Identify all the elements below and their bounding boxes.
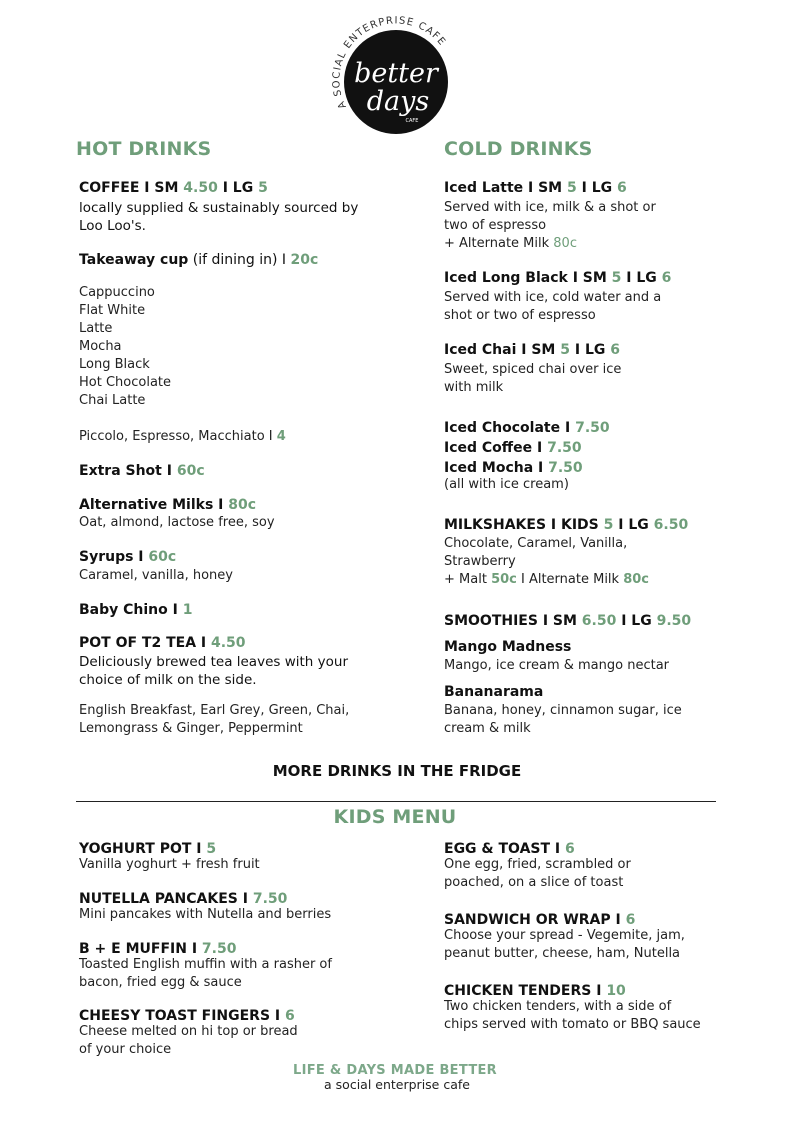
cheesy-toast-desc-2: of your choice bbox=[79, 1042, 172, 1057]
mango-madness-title: Mango Madness bbox=[444, 639, 572, 655]
egg-toast-desc-2: poached, on a slice of toast bbox=[444, 875, 624, 890]
iced-long-black-desc-1: Served with ice, cold water and a bbox=[444, 290, 662, 305]
ice-cream-note: (all with ice cream) bbox=[444, 477, 569, 492]
egg-toast-desc-1: One egg, fried, scrambled or bbox=[444, 857, 631, 872]
syrups-desc: Caramel, vanilla, honey bbox=[79, 568, 233, 583]
tea-desc-1: Deliciously brewed tea leaves with your bbox=[79, 654, 348, 670]
iced-chai-title: Iced Chai I SM 5 I LG 6 bbox=[444, 342, 620, 358]
list-item: Chai Latte bbox=[79, 393, 146, 408]
iced-chocolate: Iced Chocolate I 7.50 bbox=[444, 420, 610, 436]
logo-word-better: better bbox=[354, 58, 438, 89]
yoghurt-pot-desc: Vanilla yoghurt + fresh fruit bbox=[79, 857, 260, 872]
fridge-note: MORE DRINKS IN THE FRIDGE bbox=[272, 762, 522, 780]
bananarama-title: Bananarama bbox=[444, 684, 544, 700]
logo-graphic bbox=[326, 10, 466, 140]
tea-desc-2: choice of milk on the side. bbox=[79, 672, 257, 688]
list-item: Latte bbox=[79, 321, 113, 336]
baby-chino: Baby Chino I 1 bbox=[79, 602, 193, 618]
milkshakes-title: MILKSHAKES I KIDS 5 I LG 6.50 bbox=[444, 517, 689, 533]
list-item: Mocha bbox=[79, 339, 122, 354]
chicken-tenders-desc-2: chips served with tomato or BBQ sauce bbox=[444, 1017, 701, 1032]
list-item: Hot Chocolate bbox=[79, 375, 172, 390]
logo-word-days: days bbox=[366, 86, 430, 117]
iced-latte-desc-1: Served with ice, milk & a shot or bbox=[444, 200, 656, 215]
iced-chai-desc-1: Sweet, spiced chai over ice bbox=[444, 362, 622, 377]
list-item: Flat White bbox=[79, 303, 146, 318]
alternative-milks-desc: Oat, almond, lactose free, soy bbox=[79, 515, 275, 530]
tea-flavours-1: English Breakfast, Earl Grey, Green, Chai, bbox=[79, 703, 350, 718]
mango-madness-desc: Mango, ice cream & mango nectar bbox=[444, 658, 670, 673]
sandwich-wrap-title: SANDWICH OR WRAP I 6 bbox=[444, 912, 636, 928]
egg-toast-title: EGG & TOAST I 6 bbox=[444, 841, 575, 857]
cheesy-toast-desc-1: Cheese melted on hi top or bread bbox=[79, 1024, 298, 1039]
iced-long-black-desc-2: shot or two of espresso bbox=[444, 308, 596, 323]
iced-chai-desc-2: with milk bbox=[444, 380, 504, 395]
extra-shot: Extra Shot I 60c bbox=[79, 463, 205, 479]
tea-flavours-2: Lemongrass & Ginger, Peppermint bbox=[79, 721, 303, 736]
cold-drinks-title: COLD DRINKS bbox=[444, 138, 593, 160]
iced-long-black-title: Iced Long Black I SM 5 I LG 6 bbox=[444, 270, 672, 286]
iced-coffee: Iced Coffee I 7.50 bbox=[444, 440, 582, 456]
milkshakes-desc-2: Strawberry bbox=[444, 554, 516, 569]
coffee-desc-1: locally supplied & sustainably sourced by bbox=[79, 200, 359, 216]
iced-latte-desc-3: + Alternate Milk 80c bbox=[444, 236, 577, 251]
logo bbox=[326, 10, 466, 140]
iced-latte-desc-2: two of espresso bbox=[444, 218, 547, 233]
tea-title: POT OF T2 TEA I 4.50 bbox=[79, 635, 246, 651]
syrups-title: Syrups I 60c bbox=[79, 549, 177, 565]
logo-ring-text: A SOCIAL ENTERPRISE CAFE bbox=[331, 15, 448, 111]
milkshakes-desc-3: + Malt 50c I Alternate Milk 80c bbox=[444, 572, 650, 587]
chicken-tenders-title: CHICKEN TENDERS I 10 bbox=[444, 983, 626, 999]
be-muffin-desc-2: bacon, fried egg & sauce bbox=[79, 975, 242, 990]
divider bbox=[76, 801, 716, 802]
be-muffin-desc-1: Toasted English muffin with a rasher of bbox=[79, 957, 332, 972]
coffee-desc-2: Loo Loo's. bbox=[79, 218, 146, 234]
sandwich-wrap-desc-2: peanut butter, cheese, ham, Nutella bbox=[444, 946, 681, 961]
footer-tagline: LIFE & DAYS MADE BETTER bbox=[293, 1063, 497, 1078]
smoothies-title: SMOOTHIES I SM 6.50 I LG 9.50 bbox=[444, 613, 692, 629]
alternative-milks-title: Alternative Milks I 80c bbox=[79, 497, 257, 513]
milkshakes-desc-1: Chocolate, Caramel, Vanilla, bbox=[444, 536, 628, 551]
cheesy-toast-title: CHEESY TOAST FINGERS I 6 bbox=[79, 1008, 295, 1024]
coffee-list bbox=[79, 284, 171, 410]
iced-mocha: Iced Mocha I 7.50 bbox=[444, 460, 583, 476]
iced-latte-title: Iced Latte I SM 5 I LG 6 bbox=[444, 180, 627, 196]
yoghurt-pot-title: YOGHURT POT I 5 bbox=[79, 841, 217, 857]
chicken-tenders-desc-1: Two chicken tenders, with a side of bbox=[444, 999, 672, 1014]
hot-drinks-title: HOT DRINKS bbox=[76, 138, 212, 160]
bananarama-desc-2: cream & milk bbox=[444, 721, 531, 736]
kids-menu-title: KIDS MENU bbox=[333, 806, 457, 828]
piccolo-item: Piccolo, Espresso, Macchiato I 4 bbox=[79, 429, 286, 444]
nutella-pancakes-title: NUTELLA PANCAKES I 7.50 bbox=[79, 891, 288, 907]
list-item: Cappuccino bbox=[79, 285, 155, 300]
be-muffin-title: B + E MUFFIN I 7.50 bbox=[79, 941, 237, 957]
takeaway-cup: Takeaway cup (if dining in) I 20c bbox=[79, 252, 319, 268]
footer-subtitle: a social enterprise cafe bbox=[324, 1077, 470, 1092]
coffee-item-title: COFFEE I SM 4.50 I LG 5 bbox=[79, 180, 268, 196]
list-item: Long Black bbox=[79, 357, 150, 372]
logo-small-cafe: CAFE bbox=[405, 118, 419, 124]
sandwich-wrap-desc-1: Choose your spread - Vegemite, jam, bbox=[444, 928, 685, 943]
bananarama-desc-1: Banana, honey, cinnamon sugar, ice bbox=[444, 703, 682, 718]
nutella-pancakes-desc: Mini pancakes with Nutella and berries bbox=[79, 907, 332, 922]
